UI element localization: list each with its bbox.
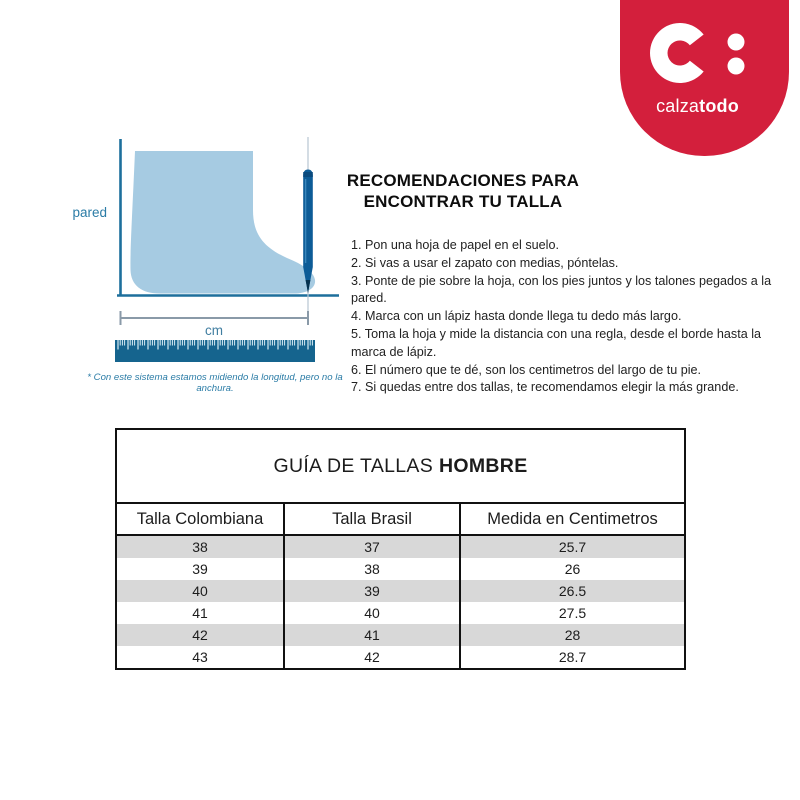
table-cell: 41 (192, 605, 208, 621)
table-body (117, 536, 684, 668)
c-colon-icon (649, 22, 749, 84)
table-title-bold: HOMBRE (439, 454, 528, 477)
table-cell: 37 (283, 536, 459, 558)
table-row (117, 602, 684, 624)
column-header-medida-cm: Medida en Centimetros (459, 504, 684, 534)
table-cell: 27.5 (459, 602, 684, 624)
table-row (117, 646, 684, 668)
recommendation-item: 7. Si quedas entre dos tallas, te recomendamos elegir la más grande. (351, 380, 739, 395)
table-cell: 42 (283, 646, 459, 668)
table-cell: 28 (459, 624, 684, 646)
table-cell: 26 (459, 558, 684, 580)
brand-name-bold: todo (699, 96, 739, 116)
table-title (117, 430, 684, 502)
table-header-row (117, 502, 684, 536)
size-guide-table (115, 428, 686, 670)
recommendations-title-line2: ENCONTRAR TU TALLA (363, 191, 563, 211)
recommendation-item: 6. El número que te dé, son los centimetros del largo de tu pie. (351, 362, 702, 377)
table-row (117, 580, 684, 602)
table-cell: 42 (192, 627, 208, 643)
pencil-icon (303, 170, 313, 294)
recommendation-item: 3. Ponte de pie sobre la hoja, con los pies juntos y los talones pegados a la pared. (351, 273, 772, 306)
table-cell: 43 (192, 649, 208, 665)
table-cell: 26.5 (459, 580, 684, 602)
brand-name (613, 96, 782, 117)
recommendations-title-line1: RECOMENDACIONES PARA (346, 171, 580, 190)
table-title-regular: GUÍA DE TALLAS (273, 454, 434, 477)
table-cell: 39 (192, 561, 208, 577)
table-row (117, 624, 684, 646)
table-cell: 38 (283, 558, 459, 580)
table-cell: 40 (283, 602, 459, 624)
brand-name-regular: calza (656, 96, 700, 116)
recommendation-item: 5. Toma la hoja y mide la distancia con una regla, desde el borde hasta la marca de lápiz. (351, 326, 762, 359)
table-cell: 25.7 (459, 536, 684, 558)
diagram-footnote: * Con este sistema estamos midiendo la longitud, pero no la anchura. (87, 372, 343, 394)
recommendations-title (344, 171, 582, 212)
calzatodo-logo (620, 0, 789, 156)
recommendation-item: 2. Si vas a usar el zapato con medias, póntelas. (351, 255, 619, 270)
table-row (117, 558, 684, 580)
table-cell: 38 (192, 539, 208, 555)
foot-illustration (130, 151, 315, 294)
recommendations-list (351, 237, 781, 397)
column-header-talla-colombiana: Talla Colombiana (136, 509, 264, 528)
table-row (117, 536, 684, 558)
wall-label: pared (72, 205, 107, 220)
table-cell: 41 (283, 624, 459, 646)
column-header-talla-brasil: Talla Brasil (283, 504, 459, 534)
cm-label: cm (205, 323, 223, 338)
recommendation-item: 4. Marca con un lápiz hasta donde llega tu dedo más largo. (351, 309, 682, 324)
ruler-icon (115, 340, 315, 362)
recommendation-item: 1. Pon una hoja de papel en el suelo. (351, 238, 559, 252)
foot-measure-diagram (60, 130, 350, 375)
foot-diagram-canvas (60, 130, 350, 375)
table-cell: 28.7 (459, 646, 684, 668)
table-cell: 39 (283, 580, 459, 602)
table-cell: 40 (192, 583, 208, 599)
